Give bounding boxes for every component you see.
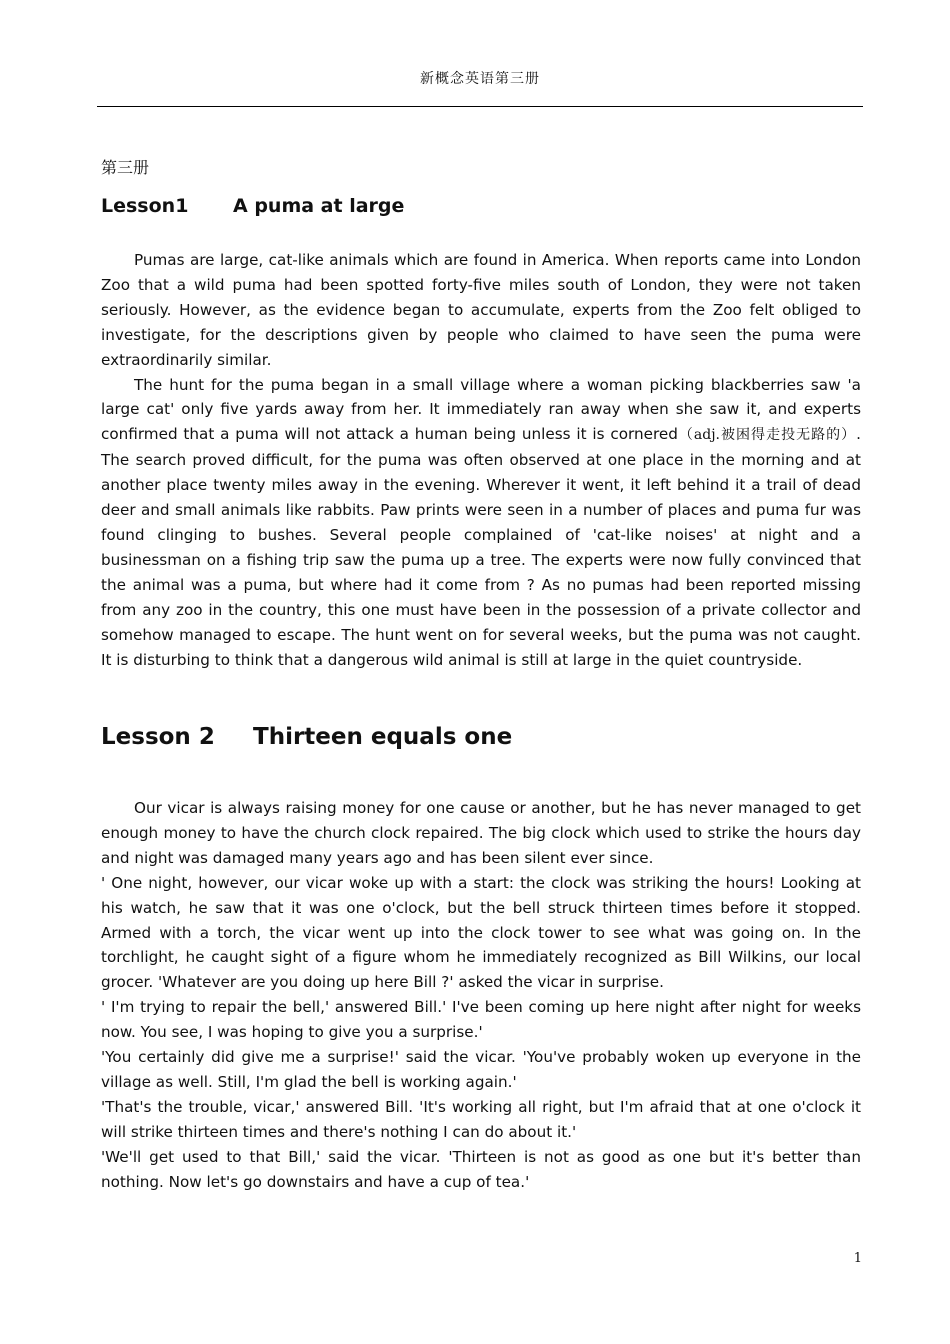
lesson1-paragraph-2-part-1: The hunt for the puma began in a small village where a woman picking blackberries saw 'a large cat' only five yards away from her. It immediately ran away when she saw it, and experts confirmed that a puma will not attack a human being unless it is cornered: [101, 375, 861, 444]
running-header: 新概念英语第三册: [420, 71, 540, 87]
lesson2-heading: [101, 724, 512, 750]
lesson1-paragraph-1: Pumas are large, cat-like animals which are found in America. When reports came into London Zoo that a wild puma had been spotted forty-five miles south of London, they were not taken seriously. However, as the evidence began to accumulate, experts from the Zoo felt obliged to investigate, for the descriptions given by people who claimed to have seen the puma were extraordinarily similar.: [101, 251, 861, 369]
lesson1-paragraph-2: [101, 373, 861, 673]
lesson2-paragraph-3: ' I'm trying to repair the bell,' answered Bill.' I've been coming up here night after night for weeks now. You see, I was hoping to give you a surprise.': [101, 998, 861, 1042]
lesson1-title: A puma at large: [233, 195, 405, 217]
lesson2-paragraph-6: 'We'll get used to that Bill,' said the vicar. 'Thirteen is not as good as one but it's better than nothing. Now let's go downstairs and have a cup of tea.': [101, 1147, 861, 1191]
lesson2-paragraph-5: 'That's the trouble, vicar,' answered Bill. 'It's working all right, but I'm afraid that at one o'clock it will strike thirteen times and there's nothing I can do about it.': [101, 1097, 861, 1141]
lesson2-title: Thirteen equals one: [253, 724, 513, 750]
header-rule: [97, 106, 863, 107]
lesson1-number: Lesson1: [101, 195, 189, 217]
lesson1-chinese-gloss: （adj.被困得走投无路的）: [677, 427, 857, 444]
book-label: 第三册: [101, 158, 150, 177]
lesson1-paragraph-2-part-2: . The search proved difficult, for the puma was often observed at one place in the morning and at another place twenty miles away in the evening. Wherever it went, it left behind it a trail of dead deer and small animals like rabbits. Paw prints were seen in a number of places and puma fur was found clinging to bushes. Several people complained of 'cat-like noises' at night and a businessman on a fishing trip saw the puma up a tree. The experts were now fully convinced that the animal was a puma, but where had it come from ? As no pumas had been reported missing from any zoo in the country, this one must have been in the possession of a private collector and somehow managed to escape. The hunt went on for several weeks, but the puma was not caught. It is disturbing to think that a dangerous wild animal is still at large in the quiet countryside.: [101, 425, 861, 669]
lesson2-number: Lesson 2: [101, 724, 215, 750]
lesson2-body: [101, 796, 861, 1195]
lesson2-paragraph-4: 'You certainly did give me a surprise!' said the vicar. 'You've probably woken up everyone in the village as well. Still, I'm glad the bell is working again.': [101, 1048, 861, 1091]
page-number: 1: [853, 1251, 862, 1266]
lesson2-paragraph-2: ' One night, however, our vicar woke up with a start: the clock was striking the hours! Looking at his watch, he saw that it was one o'clock, but the bell struck thirteen times before it stopped. Armed with a torch, the vicar went up into the clock tower to see what was going on. In the torchlight, he caught sight of a figure whom he immediately recognized as Bill Wilkins, our local grocer. 'Whatever are you doing up here Bill ?' asked the vicar in surprise.: [101, 873, 861, 992]
lesson2-paragraph-1: Our vicar is always raising money for one cause or another, but he has never managed to get enough money to have the church clock repaired. The big clock which used to strike the hours day and night was damaged many years ago and has been silent ever since.: [101, 799, 861, 867]
lesson1-heading: [101, 195, 404, 217]
lesson1-body: [101, 248, 861, 672]
